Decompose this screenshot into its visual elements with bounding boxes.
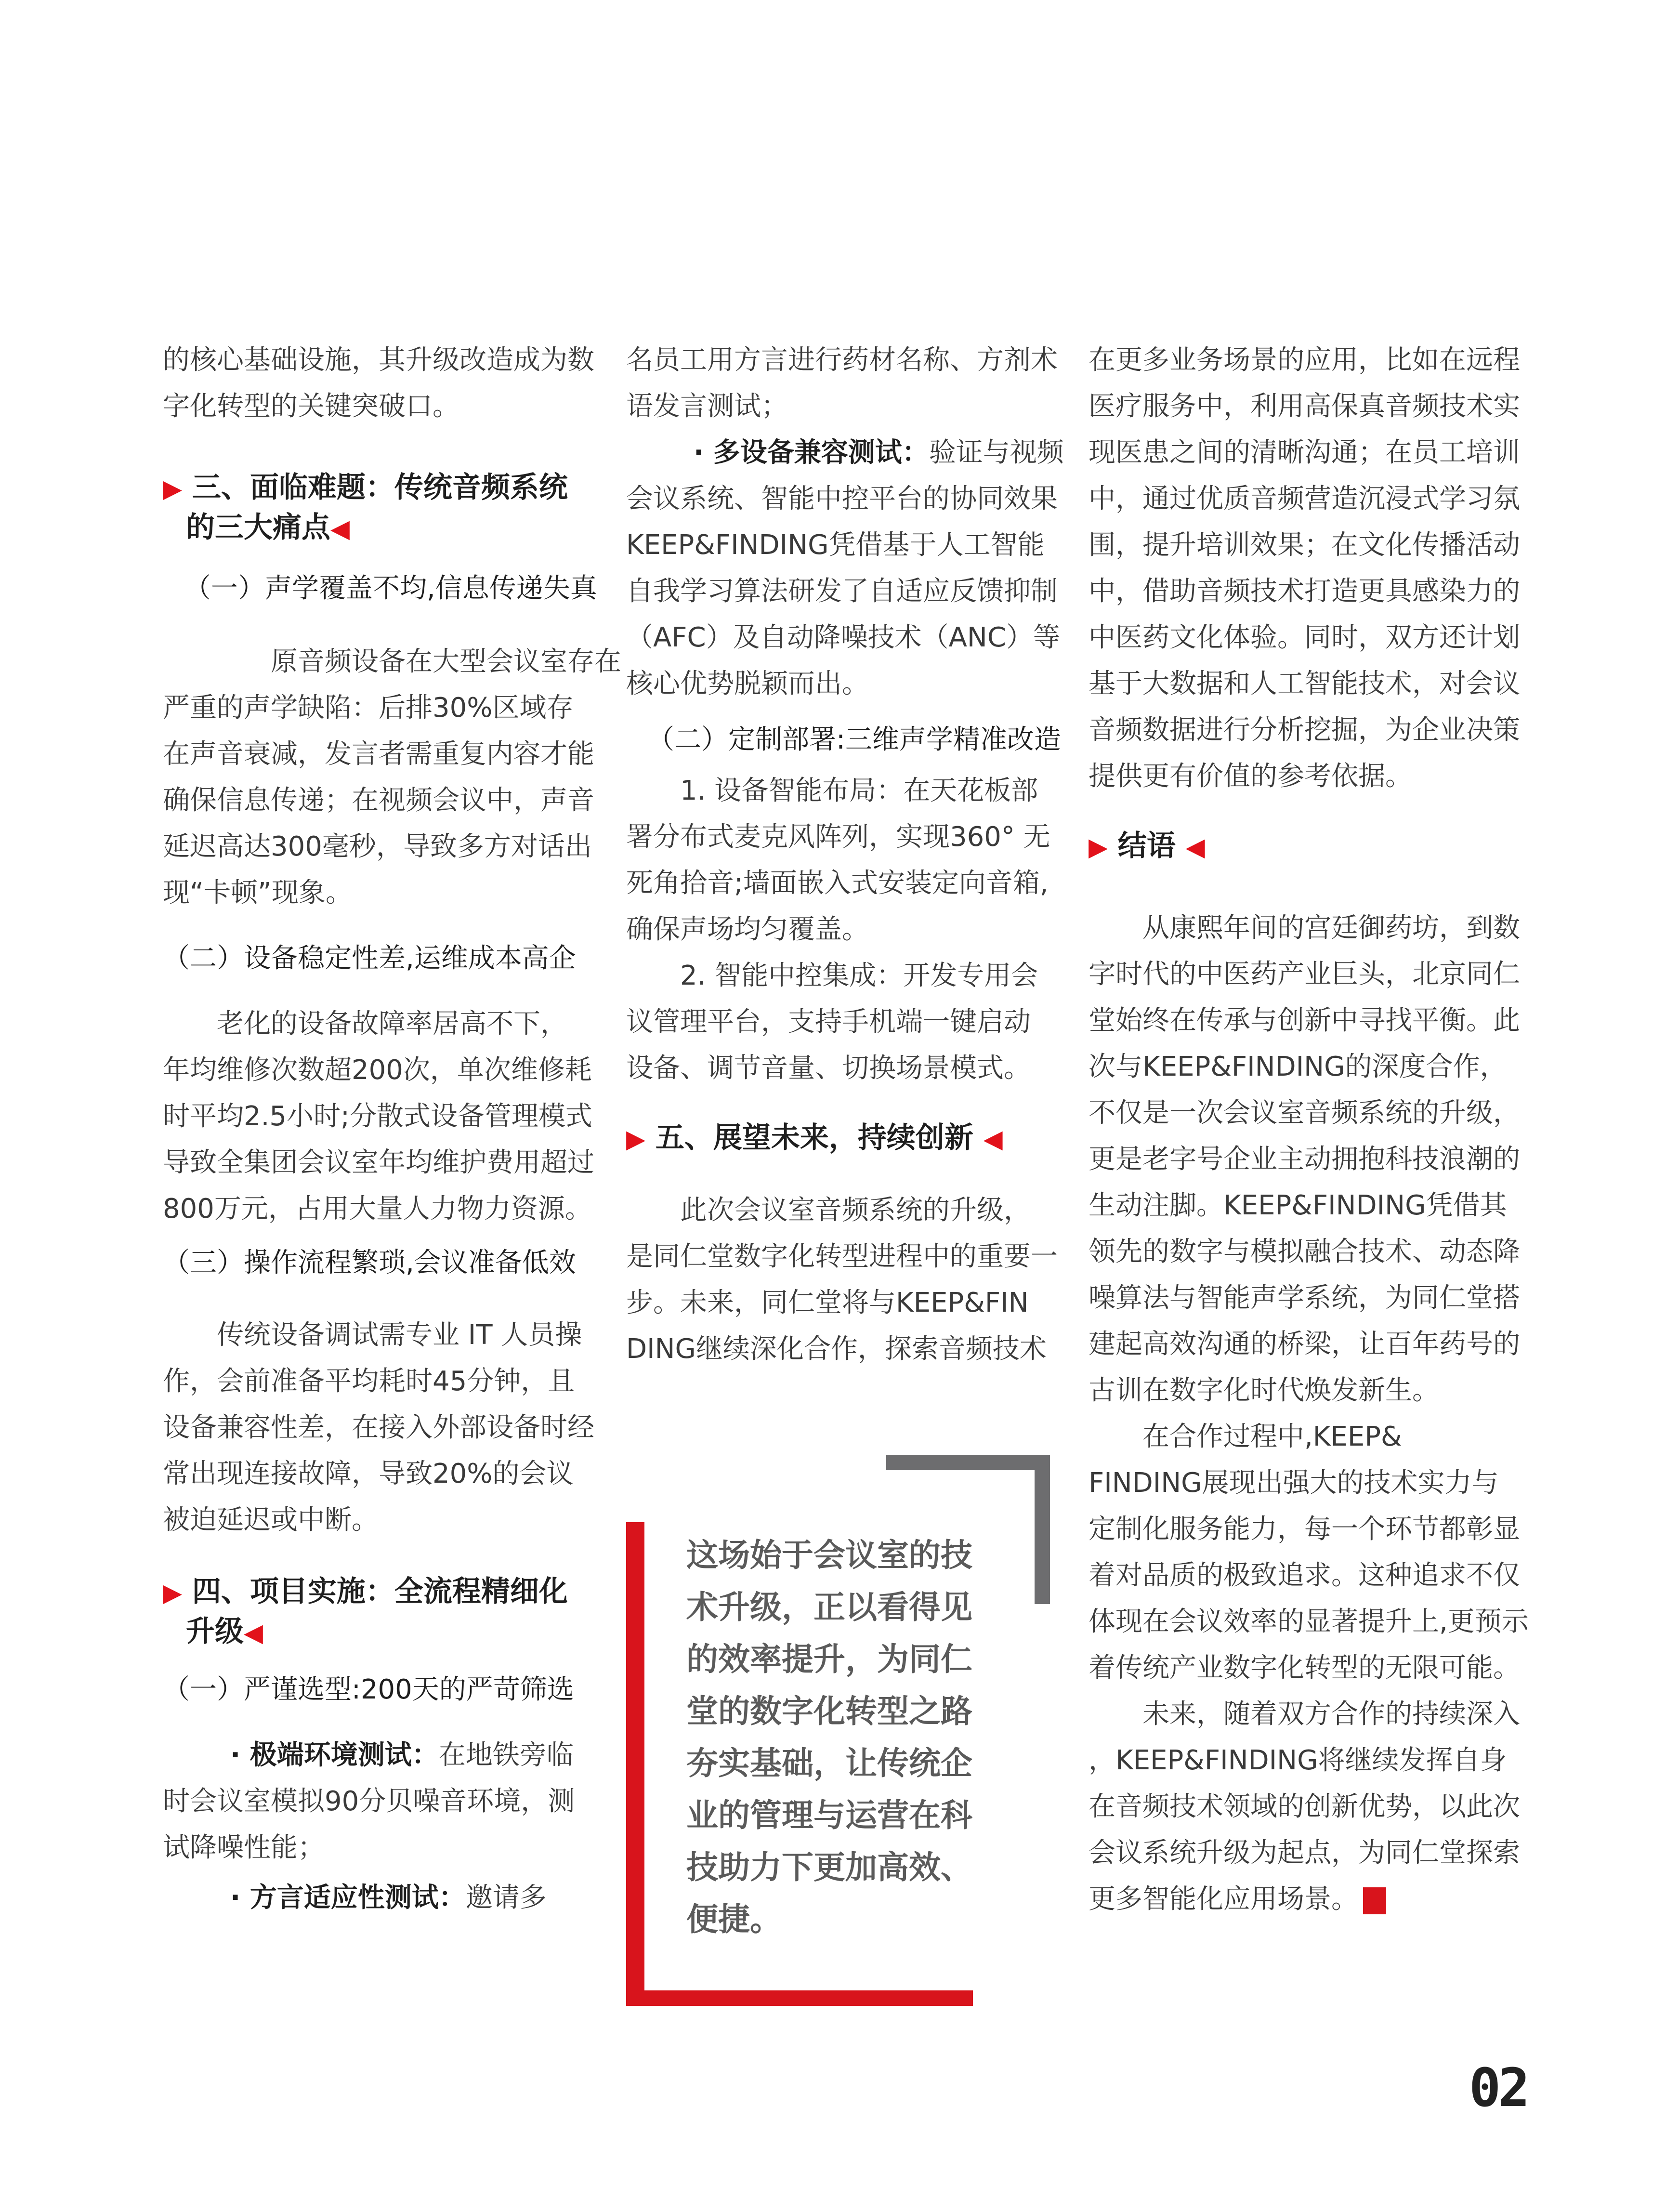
paragraph: 2. 智能中控集成：开发专用会 议管理平台，支持手机端一键启动 设备、调节音量、切换场景模式。 bbox=[626, 960, 1038, 1084]
pull-quote bbox=[626, 1455, 1050, 2004]
subheading: （一）严谨选型:200天的严苛筛选 bbox=[163, 1674, 574, 1705]
paragraph: 从康熙年间的宫廷御药坊，到数 字时代的中医药产业巨头，北京同仁 堂始终在传承与创新中寻找平衡。此 次与KEEP&FINDING的深度合作， 不仅是一次会议室音频系统的升级， 更是老字号企业主动拥抱科技浪潮的 生动注脚。KEEP&FINDING凭借其 领先的数字与模拟融合技术、动态降 噪算法与智能声学系统，为同仁堂搭 建起高效沟通的桥梁，让百年药号的 古训在数字化时代焕发新生。 bbox=[1089, 912, 1520, 1406]
subheading: （二）定制部署:三维声学精准改造 bbox=[647, 724, 1061, 755]
subheading: （一）声学覆盖不均,信息传递失真 bbox=[184, 573, 597, 604]
paragraph: · 方言适应性测试：邀请多 bbox=[230, 1882, 547, 1913]
triangle-left-icon: ◀ bbox=[330, 514, 350, 543]
quote-bracket-red bbox=[626, 1522, 644, 2004]
paragraph: 1. 设备智能布局：在天花板部 署分布式麦克风阵列，实现360° 无 死角拾音;墙面嵌入式安装定向音箱, 确保声场均匀覆盖。 bbox=[626, 775, 1050, 945]
section-heading-5: ▶ 五、展望未来，持续创新 ◀ bbox=[626, 1121, 1003, 1155]
paragraph: 老化的设备故障率居高不下， 年均维修次数超200次，单次维修耗 时平均2.5小时;分散式设备管理模式 导致全集团会议室年均维护费用超过 800万元，占用大量人力物力资源。 bbox=[163, 1008, 594, 1224]
paragraph: · 极端环境测试：在地铁旁临 时会议室模拟90分贝噪音环境，测 试降噪性能； bbox=[163, 1739, 575, 1863]
paragraph: 名员工用方言进行药材名称、方剂术 语发言测试； bbox=[626, 344, 1058, 422]
paragraph: 传统设备调试需专业 IT 人员操 作，会前准备平均耗时45分钟，且 设备兼容性差，在接入外部设备时经 常出现连接故障，导致20%的会议 被迫延迟或中断。 bbox=[163, 1319, 594, 1536]
paragraph: 未来，随着双方合作的持续深入 ，KEEP&FINDING将继续发挥自身 在音频技术领域的创新优势，以此次 会议系统升级为起点，为同仁堂探索 更多智能化应用场景。 bbox=[1089, 1698, 1520, 1915]
quote-bracket-red bbox=[626, 1990, 973, 2006]
end-mark-icon bbox=[1363, 1887, 1386, 1914]
paragraph: · 多设备兼容测试：验证与视频 会议系统、智能中控平台的协同效果 KEEP&FINDING凭借基于人工智能 自我学习算法研发了自适应反馈抑制 （AFC）及自动降噪技术（ANC）等 核心优势脱颖而出。 bbox=[626, 437, 1064, 699]
triangle-left-icon: ◀ bbox=[244, 1619, 263, 1647]
subheading: （二）设备稳定性差,运维成本高企 bbox=[163, 943, 576, 974]
paragraph: 在合作过程中,KEEP& FINDING展现出强大的技术实力与 定制化服务能力，每一个环节都彰显 着对品质的极致追求。这种追求不仅 体现在会议效率的显著提升上,更预示 着传统产业数字化转型的无限可能。 bbox=[1089, 1421, 1529, 1684]
quote-bracket-gray bbox=[1035, 1455, 1050, 1604]
triangle-left-icon: ◀ bbox=[1185, 833, 1205, 862]
triangle-right-icon: ▶ bbox=[163, 1579, 182, 1607]
triangle-left-icon: ◀ bbox=[983, 1125, 1003, 1154]
quote-bracket-gray bbox=[886, 1455, 1050, 1470]
section-heading-4: ▶ 四、项目实施：全流程精细化 升级◀ bbox=[163, 1575, 568, 1648]
paragraph: 原音频设备在大型会议室存在 严重的声学缺陷：后排30%区域存 在声音衰减，发言者需重复内容才能 确保信息传递；在视频会议中，声音 延迟高达300毫秒，导致多方对话出 现“卡顿”现象。 bbox=[163, 646, 621, 908]
paragraph: 此次会议室音频系统的升级， 是同仁堂数字化转型进程中的重要一 步。未来，同仁堂将与KEEP&FIN DING继续深化合作，探索音频技术 bbox=[626, 1195, 1058, 1365]
triangle-right-icon: ▶ bbox=[1089, 833, 1108, 862]
page-number: 02 bbox=[1469, 2057, 1527, 2119]
triangle-right-icon: ▶ bbox=[163, 474, 182, 503]
section-heading-conclusion: ▶ 结语 ◀ bbox=[1089, 829, 1205, 863]
triangle-right-icon: ▶ bbox=[626, 1125, 645, 1154]
column-2 bbox=[626, 337, 1064, 1372]
paragraph: 的核心基础设施，其升级改造成为数 字化转型的关键突破口。 bbox=[163, 344, 594, 422]
subheading: （三）操作流程繁琐,会议准备低效 bbox=[163, 1247, 576, 1278]
paragraph: 在更多业务场景的应用，比如在远程 医疗服务中，利用高保真音频技术实 现医患之间的清晰沟通；在员工培训 中，通过优质音频营造沉浸式学习氛 围，提升培训效果；在文化传播活动 中，借助音频技术打造更具感染力的 中医药文化体验。同时，双方还计划 基于大数据和人工智能技术，对会议 音频数据进行分析挖掘，为企业决策 提供更有价值的参考依据。 bbox=[1089, 344, 1520, 792]
quote-text: 这场始于会议室的技 术升级，正以看得见 的效率提升，为同仁 堂的数字化转型之路 夯实基础，让传统企 业的管理与运营在科 技助力下更加高效、 便捷。 bbox=[686, 1537, 972, 1938]
column-3 bbox=[1089, 337, 1529, 1922]
section-heading-3: ▶ 三、面临难题：传统音频系统 的三大痛点◀ bbox=[163, 471, 568, 544]
column-1 bbox=[163, 337, 621, 1921]
